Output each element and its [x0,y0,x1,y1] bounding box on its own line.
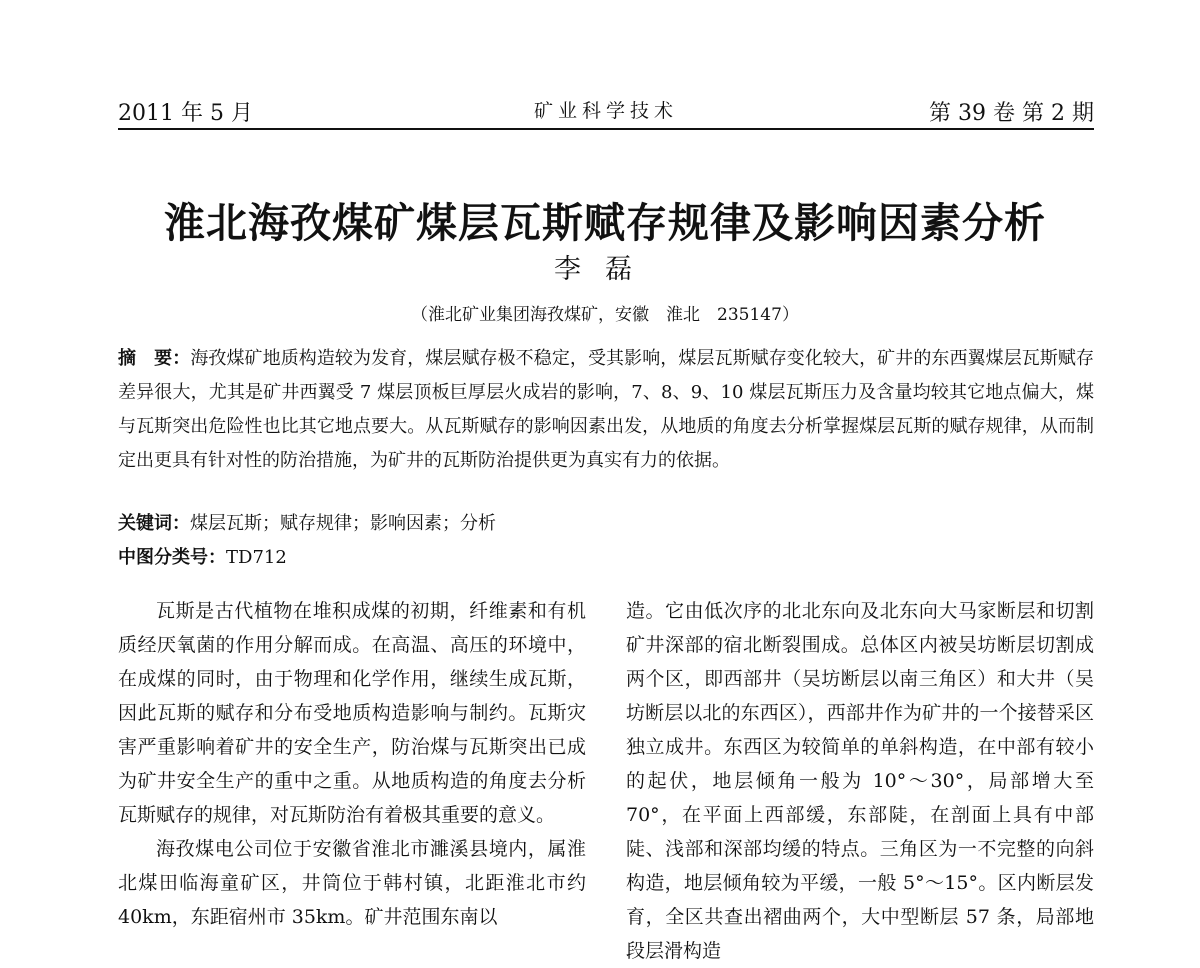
article-author: 李磊 [554,254,656,285]
keywords-label: 关键词： [118,513,190,534]
article-title: 淮北海孜煤矿煤层瓦斯赋存规律及影响因素分析 [164,199,1046,247]
body-paragraph: 瓦斯是古代植物在堆积成煤的初期，纤维素和有机质经厌氧菌的作用分解而成。在高温、高压的环境中，在成煤的同时，由于物理和化学作用，继续生成瓦斯，因此瓦斯的赋存和分布受地质构造影响与制约。瓦斯灾害严重影响着矿井的安全生产，防治煤与瓦斯突出已成为矿井安全生产的重中之重。从地质构造的角度去分析瓦斯赋存的规律，对瓦斯防治有着极其重要的意义。 [118,600,586,826]
body-paragraph: 造。它由低次序的北北东向及北东向大马家断层和切割矿井深部的宿北断裂围成。总体区内被吴坊断层切割成两个区，即西部井（吴坊断层以南三角区）和大井（吴坊断层以北的东西区），西部井作为矿井的一个接替采区独立成井。东西区为较简单的单斜构造，在中部有较小的起伏，地层倾角一般为 10°～30°，局部增大至 70°，在平面上西部缓，东部陡，在剖面上具有中部陡、浅部和深部均缓的特点。三角区为一不完整的向斜构造，地层倾角较为平缓，一般 5°～15°。区内断层发育，全区共查出褶曲两个，大中型断层 57 条，局部地段层滑构造 [626,600,1094,962]
abstract [118,342,1094,478]
running-header [118,92,1094,132]
body-column-left [118,594,586,934]
body-paragraph: 海孜煤电公司位于安徽省淮北市濉溪县境内，属淮北煤田临海童矿区，井筒位于韩村镇，北距淮北市约 40km，东距宿州市 35km。矿井范围东南以 [118,838,586,928]
keywords-text: 煤层瓦斯；赋存规律；影响因素；分析 [190,513,496,534]
classification-text: TD712 [226,547,287,568]
header-journal-name: 矿业科学技术 [533,100,678,122]
classification-label: 中图分类号： [118,547,226,568]
abstract-text: 海孜煤矿地质构造较为发育，煤层赋存极不稳定，受其影响，煤层瓦斯赋存变化较大，矿井的东西翼煤层瓦斯赋存差异很大，尤其是矿井西翼受 7 煤层顶板巨厚层火成岩的影响，7、8、9、10 煤层瓦斯压力及含量均较其它地点偏大，煤与瓦斯突出危险性也比其它地点要大。从瓦斯赋存的影响因素出发，从地质的角度去分析掌握煤层瓦斯的赋存规律，从而制定出更具有针对性的防治措施，为矿井的瓦斯防治提供更为真实有力的依据。 [118,348,1095,471]
keywords [118,509,496,535]
body-column-right [626,594,1094,968]
header-issue: 第 39 卷 第 2 期 [929,101,1094,126]
header-date: 2011 年 5 月 [118,101,253,126]
abstract-label: 摘 要： [118,348,191,369]
header-divider [118,128,1094,130]
classification-number [118,543,287,569]
author-affiliation: （淮北矿业集团海孜煤矿，安徽 淮北 235147） [411,305,799,325]
